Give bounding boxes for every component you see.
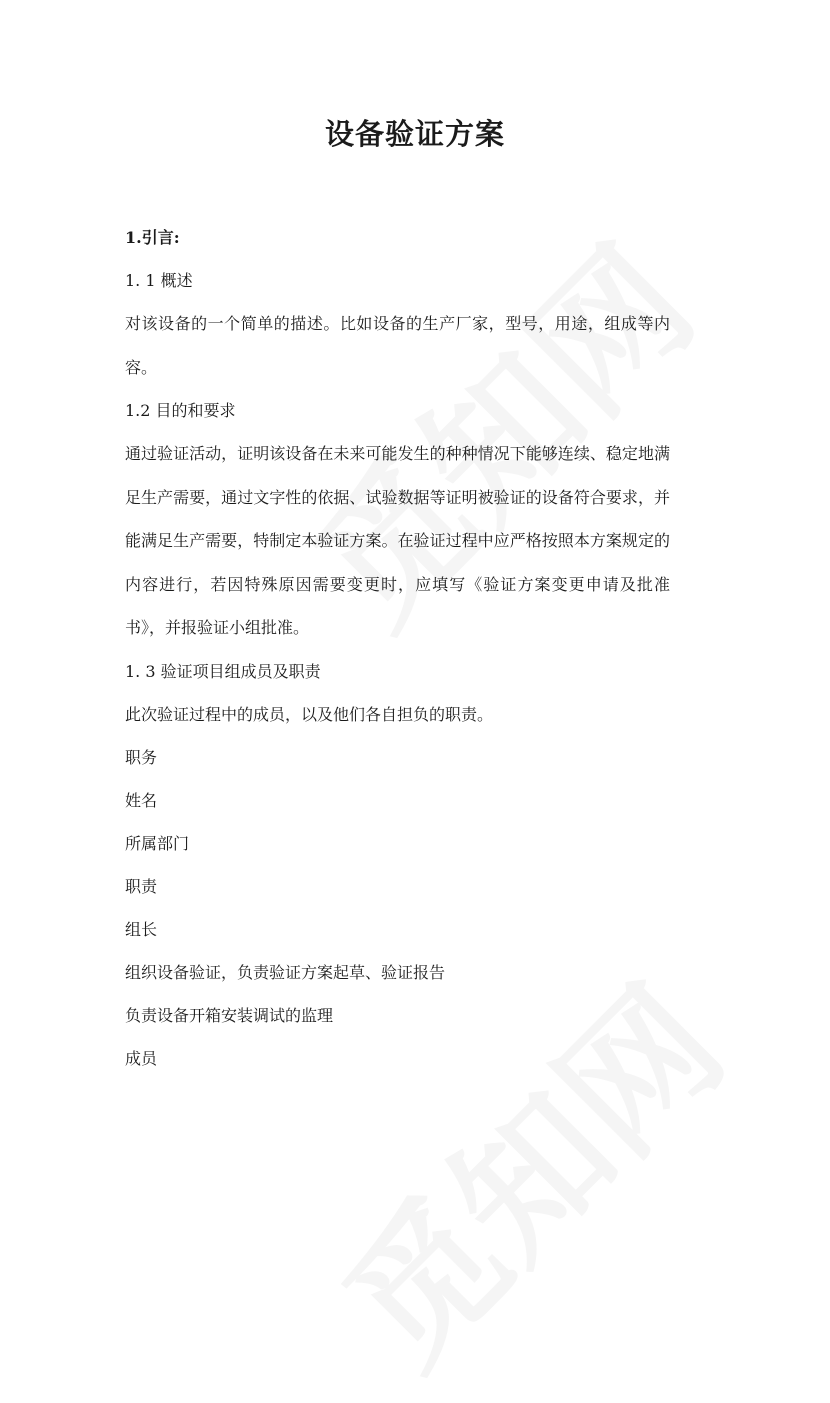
document-body — [125, 216, 670, 1080]
subsection-heading-overview: 1. 1 概述 — [125, 271, 193, 290]
section-heading-introduction: 1.引言: — [125, 228, 180, 247]
table-header-duty: 职责 — [125, 876, 158, 896]
subsection-heading-purpose: 1.2 目的和要求 — [125, 401, 236, 420]
table-header-name: 姓名 — [125, 790, 158, 810]
table-header-position: 职务 — [125, 747, 158, 767]
table-header-department: 所属部门 — [125, 833, 190, 853]
paragraph-team: 此次验证过程中的成员，以及他们各自担负的职责。 — [125, 704, 494, 724]
table-cell-leader-duty: 组织设备验证，负责验证方案起草、验证报告 — [125, 962, 446, 982]
table-cell-role-member: 成员 — [125, 1048, 158, 1068]
table-cell-supervision-duty: 负责设备开箱安装调试的监理 — [125, 1005, 334, 1025]
page-title: 设备验证方案 — [324, 117, 505, 151]
paragraph-purpose: 通过验证活动，证明该设备在未来可能发生的种种情况下能够连续、稳定地满足生产需要，通过文字性的依据、试验数据等证明被验证的设备符合要求，并能满足生产需要，特制定本验证方案。在验证过程中应严格按照本方案规定的内容进行，若因特殊原因需要变更时，应填写《验证方案变更申请及批准书》，并报验证小组批准。 — [125, 444, 670, 637]
paragraph-overview: 对该设备的一个简单的描述。比如设备的生产厂家，型号，用途，组成等内容。 — [125, 314, 670, 377]
subsection-heading-team: 1. 3 验证项目组成员及职责 — [125, 661, 321, 681]
table-cell-role-leader: 组长 — [125, 919, 158, 939]
